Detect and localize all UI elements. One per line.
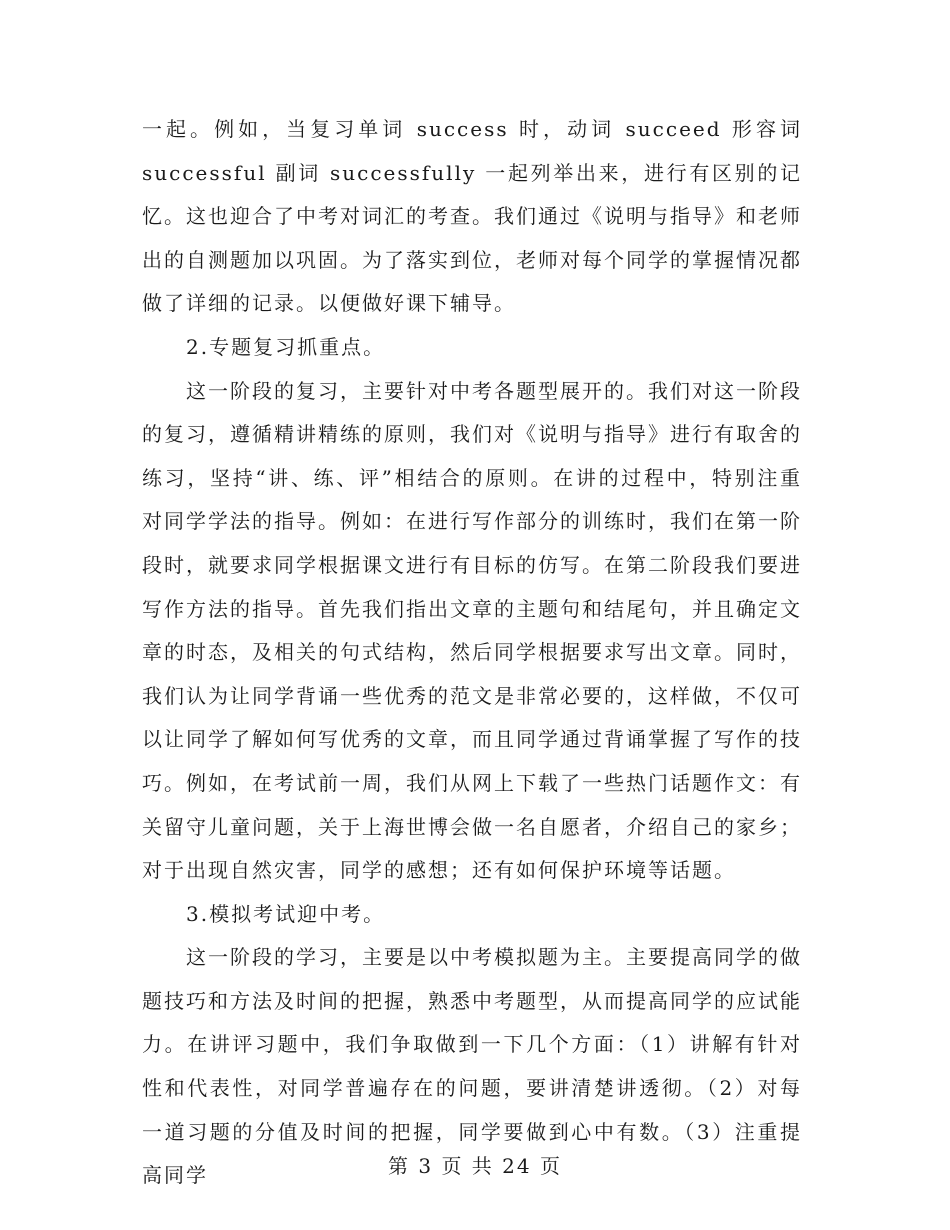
section-heading-topic-review: 2.专题复习抓重点。 <box>186 334 386 359</box>
paragraph-mock-exam: 这一阶段的学习，主要是以中考模拟题为主。主要提高同学的做题技巧和方法及时间的把握，熟悉中考题型，从而提高同学的应试能力。在讲评习题中，我们争取做到一下几个方面：（1）讲解有针对性和代表性，对同学普遍存在的问题，要讲清楚讲透彻。（2）对每一道习题的分值及时间的把握，同学要做到心中有数。（3）注重提高同学 <box>142 945 802 1188</box>
paragraph-topic-review: 这一阶段的复习，主要针对中考各题型展开的。我们对这一阶段的复习，遵循精讲精练的原则，我们对《说明与指导》进行有取舍的练习，坚持“讲、练、评”相结合的原则。在讲的过程中，特别注重对同学学法的指导。例如：在进行写作部分的训练时，我们在第一阶段时，就要求同学根据课文进行有目标的仿写。在第二阶段我们要进写作方法的指导。首先我们指出文章的主题句和结尾句，并且确定文章的时态，及相关的句式结构，然后同学根据要求写出文章。同时，我们认为让同学背诵一些优秀的范文是非常必要的，这样做，不仅可以让同学了解如何写优秀的文章，而且同学通过背诵掌握了写作的技巧。例如，在考试前一周，我们从网上下载了一些热门话题作文：有关留守儿童问题，关于上海世博会做一名自愿者，介绍自己的家乡；对于出现自然灾害，同学的感想；还有如何保护环境等话题。 <box>142 378 802 883</box>
page-footer: 第 3 页 共 24 页 <box>388 1154 562 1178</box>
section-heading-mock-exam: 3.模拟考试迎中考。 <box>186 901 386 926</box>
paragraph-vocabulary-review: 一起。例如，当复习单词 success 时，动词 succeed 形容词 successful 副词 successfully 一起列举出来，进行有区别的记忆。这也迎合了中考对词汇的考查。我们通过《说明与指导》和老师出的自测题加以巩固。为了落实到位，老师对每个同学的掌握情况都做了详细的记录。以便做好课下辅导。 <box>142 117 802 316</box>
document-body <box>142 108 802 1198</box>
